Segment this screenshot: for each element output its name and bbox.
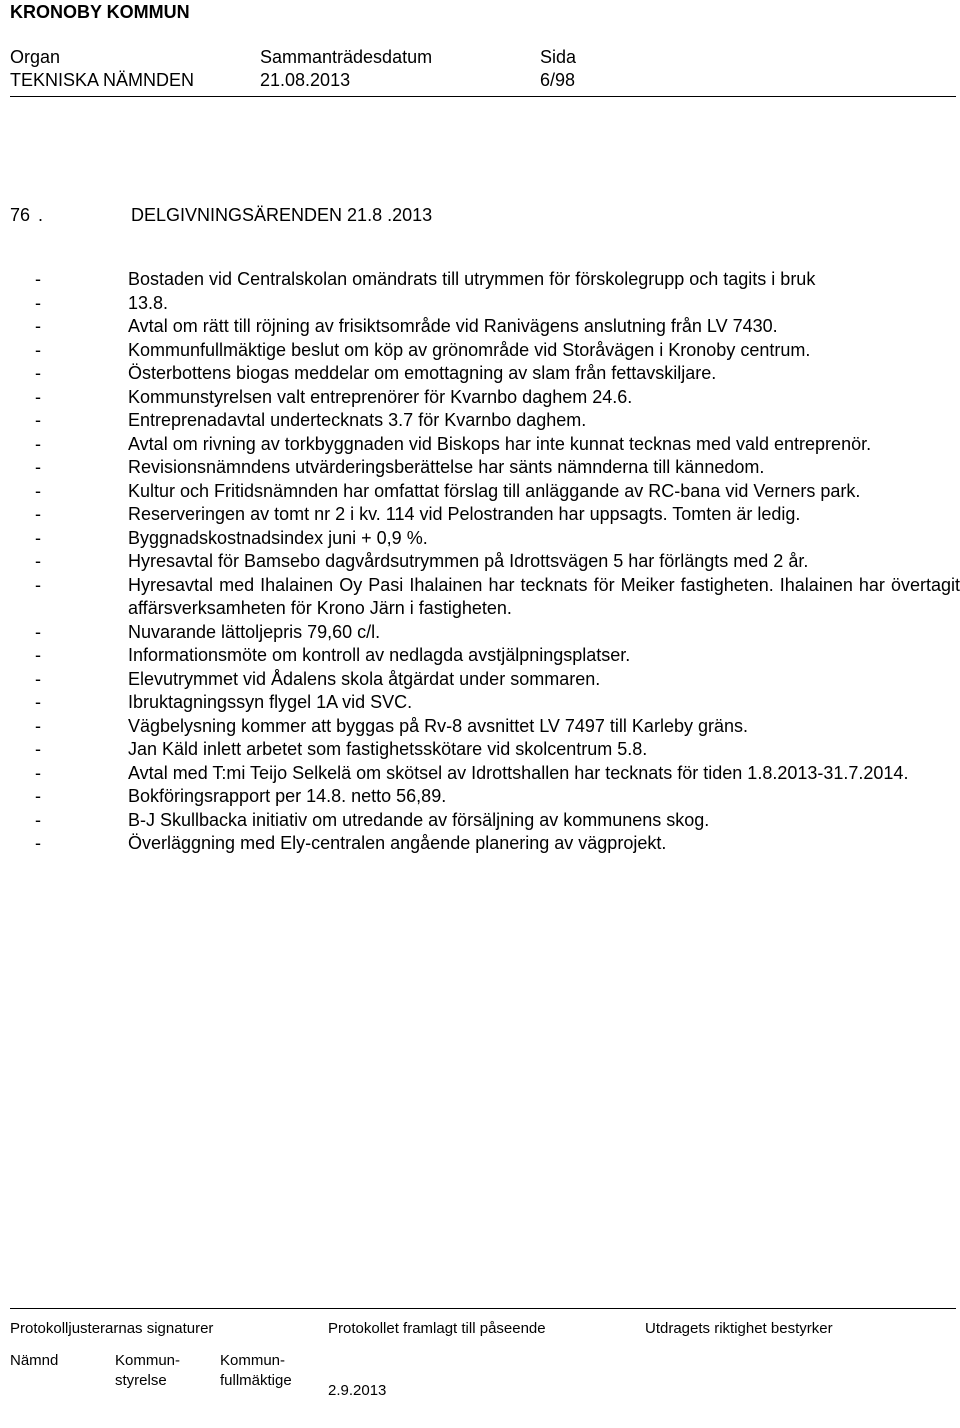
list-item-text: B-J Skullbacka initiativ om utredande av försäljning av kommunens skog. xyxy=(128,809,710,830)
list-item xyxy=(10,409,960,433)
list-item xyxy=(10,527,960,551)
organ-label: Organ xyxy=(10,47,61,67)
list-item-text: Österbottens biogas meddelar om emottagning av slam från fettavskiljare. xyxy=(128,363,717,383)
list-item-text: Överläggning med Ely-centralen angående planering av vägprojekt. xyxy=(128,833,667,853)
list-item xyxy=(10,550,960,574)
list-item-text: Avtal om rätt till röjning av frisiktsområde vid Ranivägens anslutning från LV 7430. xyxy=(128,316,778,336)
list-item-dash: - xyxy=(35,292,41,313)
list-item-dash: - xyxy=(35,363,41,383)
list-item-text: Informationsmöte om kontroll av nedlagda avstjälpningsplatser. xyxy=(128,645,631,665)
signatures-label: Protokolljusterarnas signaturer xyxy=(10,1320,214,1337)
list-item xyxy=(10,456,960,480)
list-item-dash: - xyxy=(35,715,41,736)
kommunstyrelse-line1: Kommun- xyxy=(115,1352,181,1369)
list-item xyxy=(10,668,960,692)
announcement-list xyxy=(10,268,960,856)
page-label: Sida xyxy=(540,47,577,67)
kommunfullmaktige-line2: fullmäktige xyxy=(220,1372,292,1389)
list-item xyxy=(10,785,960,809)
list-item-dash: - xyxy=(35,480,41,501)
meeting-date-label: Sammanträdesdatum xyxy=(260,47,433,67)
list-item-dash: - xyxy=(35,386,41,407)
list-item-dash: - xyxy=(35,621,41,642)
list-item-dash: - xyxy=(35,339,41,360)
list-item xyxy=(10,268,960,292)
list-item-dash: - xyxy=(35,410,41,430)
list-item-text: Bokföringsrapport per 14.8. netto 56,89. xyxy=(128,786,447,806)
list-item-dash: - xyxy=(35,316,41,336)
namnd-signature-field: Nämnd xyxy=(10,1352,59,1369)
municipality-name: KRONOBY KOMMUN xyxy=(10,2,190,22)
list-item-text: Ibruktagningssyn flygel 1A vid SVC. xyxy=(128,692,413,712)
list-item xyxy=(10,433,960,457)
list-item-dash: - xyxy=(35,269,41,289)
list-item-text: Hyresavtal med Ihalainen Oy Pasi Ihalainen har tecknats för Meiker fastigheten. Ihalainen har övertagit affärsverksamheten för Krono Järn i fastigheten. xyxy=(128,574,960,618)
list-item-text: Hyresavtal för Bamsebo dagvårdsutrymmen på Idrottsvägen 5 har förlängts med 2 år. xyxy=(128,551,809,571)
list-item-dash: - xyxy=(35,504,41,524)
list-item xyxy=(10,480,960,504)
list-item-dash: - xyxy=(35,739,41,759)
list-item-dash: - xyxy=(35,762,41,783)
list-item-dash: - xyxy=(35,645,41,665)
list-item xyxy=(10,503,960,527)
list-item-text: Kommunfullmäktige beslut om köp av grönområde vid Storåvägen i Kronoby centrum. xyxy=(128,339,811,360)
list-item xyxy=(10,644,960,668)
list-item xyxy=(10,292,960,316)
list-item xyxy=(10,832,960,856)
list-item-dash: - xyxy=(35,433,41,454)
list-item-text: Reserveringen av tomt nr 2 i kv. 114 vid Pelostranden har uppsagts. Tomten är ledig. xyxy=(128,504,801,524)
list-item-text: Jan Käld inlett arbetet som fastighetsskötare vid skolcentrum 5.8. xyxy=(128,739,648,759)
list-item xyxy=(10,762,960,786)
list-item-text: Elevutrymmet vid Ådalens skola åtgärdat under sommaren. xyxy=(128,668,601,689)
list-item-dash: - xyxy=(35,809,41,830)
list-item xyxy=(10,315,960,339)
kommunfullmaktige-line1: Kommun- xyxy=(220,1352,286,1369)
list-item-dash: - xyxy=(35,457,41,477)
list-item-dash: - xyxy=(35,692,41,712)
list-item-dash: - xyxy=(35,833,41,853)
kommunfullmaktige-signature-field xyxy=(220,1351,330,1391)
list-item xyxy=(10,339,960,363)
list-item-dash: - xyxy=(35,551,41,571)
list-item-text: Byggnadskostnadsindex juni + 0,9 %. xyxy=(128,527,428,548)
list-item xyxy=(10,715,960,739)
kommunstyrelse-signature-field xyxy=(115,1351,215,1391)
list-item xyxy=(10,621,960,645)
list-item xyxy=(10,738,960,762)
section-number: 76 xyxy=(10,205,31,225)
list-item-text: Avtal om rivning av torkbyggnaden vid Biskops har inte kunnat tecknas med vald entreprenör. xyxy=(128,433,872,454)
list-item-text: 13.8. xyxy=(128,292,169,313)
list-item-text: Vägbelysning kommer att byggas på Rv-8 avsnittet LV 7497 till Karleby gräns. xyxy=(128,715,748,736)
list-item-text: Nuvarande lättoljepris 79,60 c/l. xyxy=(128,621,381,642)
list-item-text: Entreprenadavtal undertecknats 3.7 för Kvarnbo daghem. xyxy=(128,410,587,430)
list-item xyxy=(10,691,960,715)
page-number: 6/98 xyxy=(540,70,576,90)
list-item-dash: - xyxy=(35,527,41,548)
list-item-dash: - xyxy=(35,668,41,689)
extract-label: Utdragets riktighet bestyrker xyxy=(645,1320,833,1337)
list-item xyxy=(10,386,960,410)
kommunstyrelse-line2: styrelse xyxy=(115,1372,167,1389)
meeting-date-value: 21.08.2013 xyxy=(260,70,351,90)
list-item xyxy=(10,574,960,621)
posted-date: 2.9.2013 xyxy=(328,1382,387,1399)
footer-divider xyxy=(10,1308,956,1309)
list-item-text: Kultur och Fritidsnämnden har omfattat förslag till anläggande av RC-bana vid Verners park. xyxy=(128,480,861,501)
posted-label: Protokollet framlagt till påseende xyxy=(328,1320,546,1337)
list-item-dash: - xyxy=(35,574,41,595)
list-item-text: Revisionsnämndens utvärderingsberättelse har sänts nämnderna till kännedom. xyxy=(128,457,765,477)
organ-value: TEKNISKA NÄMNDEN xyxy=(10,70,195,90)
header-divider xyxy=(10,96,956,97)
section-number-dot: . xyxy=(38,205,44,225)
list-item xyxy=(10,809,960,833)
section-title: DELGIVNINGSÄRENDEN 21.8 .2013 xyxy=(131,205,433,225)
list-item-text: Bostaden vid Centralskolan omändrats till utrymmen för förskolegrupp och tagits i bruk xyxy=(128,269,816,289)
list-item xyxy=(10,362,960,386)
list-item-dash: - xyxy=(35,786,41,806)
list-item-text: Kommunstyrelsen valt entreprenörer för Kvarnbo daghem 24.6. xyxy=(128,386,633,407)
list-item-text: Avtal med T:mi Teijo Selkelä om skötsel av Idrottshallen har tecknats för tiden 1.8.2013-31.7.2014. xyxy=(128,762,909,783)
